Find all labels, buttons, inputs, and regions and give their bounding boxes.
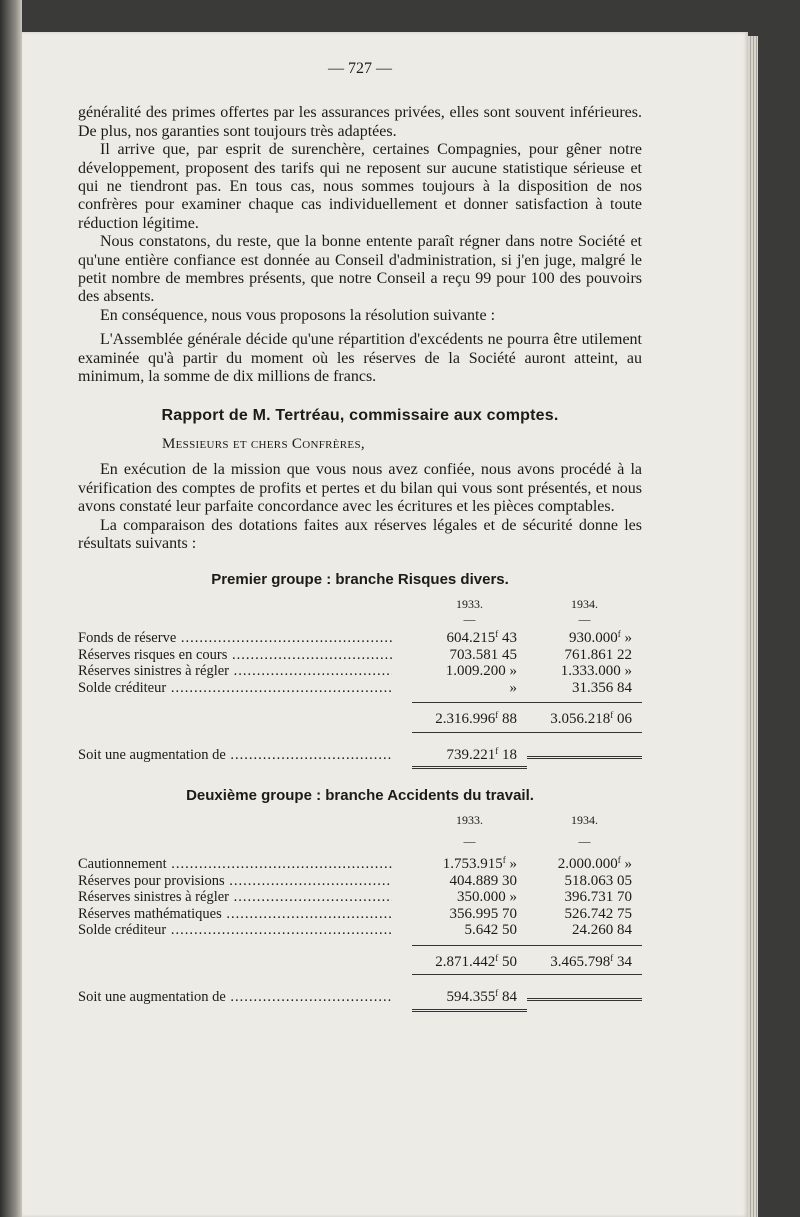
augmentation-row (78, 743, 642, 770)
table-row (78, 647, 642, 664)
franc-marker: f (502, 855, 506, 866)
dash-1933: — (463, 834, 476, 849)
row-label: Réserves pour provisions ..... (78, 873, 392, 890)
paragraph-consequence: En conséquence, nous vous proposons la résolution suivante : (100, 306, 496, 324)
year-1933: 1933. (456, 812, 483, 827)
report-salutation (78, 435, 642, 453)
total-1934: 3.056.218$^f$ 06 (527, 702, 642, 733)
totals-row (78, 945, 642, 976)
paragraph-bonne-entente: Nous constatons, du reste, que la bonne entente paraît régner dans notre Société et qu'une entière confiance est donnée au Conseil d'administration, si j'en juge, malgré le petit nombre de membres présents, que notre Conseil a reçu 99 pour 100 des pouvoirs des absents. (78, 233, 642, 306)
year-1933: 1933. (456, 596, 483, 611)
value-1933: 1.009.200 » (445, 663, 517, 680)
book-gutter (0, 0, 22, 1217)
value-1933: 350.000 » (457, 889, 517, 906)
row-label: Solde créditeur ..... (78, 680, 392, 697)
year-dashes (78, 836, 642, 848)
table-row (78, 626, 642, 647)
dash-1933: — (463, 612, 476, 627)
value-1934: 1.333.000 » (560, 663, 632, 680)
table-row (78, 922, 642, 939)
value-1934: 518.063 05 (564, 872, 632, 889)
franc-marker: f (495, 629, 499, 640)
page-number: — 727 — (328, 60, 392, 77)
augmentation-row (78, 985, 642, 1012)
value-1934: 2.000.000$^f$ » (557, 855, 632, 873)
franc-marker: f (610, 710, 614, 721)
page-content (78, 60, 642, 1012)
value-1934: 930.000$^f$ » (569, 629, 632, 647)
franc-marker: f (610, 952, 614, 963)
report-paragraph-execution: En exécution de la mission que vous nous avez confiée, nous avons procédé à la vérification des comptes de profits et pertes et du bilan qui vous sont présentés, et nous avons constaté leur parfaite concordance avec les écritures et les pièces comptables. (78, 461, 642, 516)
table-row (78, 873, 642, 890)
value-1933: 356.995 70 (449, 905, 517, 922)
report-paragraph-comparaison: La comparaison des dotations faites aux réserves légales et de sécurité donne les résultats suivants : (78, 516, 642, 552)
augmentation-label: Soit une augmentation de ..... (78, 747, 392, 764)
paragraph-continuation: généralité des primes offertes par les assurances privées, elles sont souvent inférieures. De plus, nos garanties sont toujours très adaptées. (78, 104, 642, 140)
total-1934: 3.465.798$^f$ 34 (527, 945, 642, 976)
report-title: Rapport de M. Tertréau, commissaire aux comptes. (161, 406, 559, 424)
dash-1934: — (578, 834, 591, 849)
financial-table-premier-groupe (78, 596, 642, 770)
augmentation-value: 594.355$^f$ 84 (412, 985, 527, 1012)
dash-1934: — (578, 612, 591, 627)
table-year-header (78, 596, 642, 613)
franc-marker: f (617, 855, 621, 866)
row-label: Solde créditeur ..... (78, 922, 392, 939)
table-row (78, 906, 642, 923)
row-label: Réserves sinistres à régler ..... (78, 889, 392, 906)
year-dashes (78, 614, 642, 626)
value-1934: 396.731 70 (564, 889, 632, 906)
augmentation-label: Soit une augmentation de ..... (78, 989, 392, 1006)
table-year-header (78, 812, 642, 829)
year-1934: 1934. (571, 812, 598, 827)
value-1933: 1.753.915$^f$ » (442, 855, 517, 873)
table-row (78, 680, 642, 697)
table-row (78, 889, 642, 906)
franc-marker: f (495, 988, 499, 999)
total-1933: 2.316.996$^f$ 88 (412, 702, 527, 733)
franc-marker: f (495, 710, 499, 721)
row-label: Cautionnement ..... (78, 856, 392, 873)
total-1933: 2.871.442$^f$ 50 (412, 945, 527, 976)
year-1934: 1934. (571, 596, 598, 611)
paragraph-surenchere: Il arrive que, par esprit de surenchère, certaines Compagnies, pour gêner notre développement, proposent des tarifs qui ne reposent sur aucune statistique sérieuse et qui ne tiendront pas. En tous cas, nous sommes toujours à la disposition de nos confrères pour examiner chaque cas individuellement et donner satisfaction à toute réduction légitime. (78, 141, 642, 232)
value-1934: 31.356 84 (572, 679, 632, 696)
table-title-premier-groupe: Premier groupe : branche Risques divers. (211, 571, 509, 589)
table-row (78, 663, 642, 680)
franc-marker: f (495, 745, 499, 756)
value-1933: 703.581 45 (449, 646, 517, 663)
value-1933: 5.642 50 (464, 922, 517, 939)
page-stack-edges (748, 36, 758, 1217)
value-1933: 604.215$^f$ 43 (446, 629, 517, 647)
value-1933: 404.889 30 (449, 872, 517, 889)
row-label: Réserves risques en cours ..... (78, 647, 392, 664)
row-label: Fonds de réserve ..... (78, 630, 392, 647)
value-1934: 526.742 75 (564, 905, 632, 922)
augmentation-value: 739.221$^f$ 18 (412, 743, 527, 770)
value-1934: 24.260 84 (572, 922, 632, 939)
row-label: Réserves mathématiques ..... (78, 906, 392, 923)
resolution-text: L'Assemblée générale décide qu'une répartition d'excédents ne pourra être utilement examinée qu'à partir du moment où les réserves de la Société auront atteint, au minimum, la somme de dix millions de francs. (78, 331, 642, 386)
value-1934: 761.861 22 (564, 646, 632, 663)
augmentation-empty-cell (527, 753, 642, 759)
financial-table-deuxieme-groupe (78, 812, 642, 1012)
value-1933: » (509, 679, 517, 696)
salutation-text: Messieurs et chers Confrères, (162, 435, 365, 452)
augmentation-empty-cell (527, 995, 642, 1001)
franc-marker: f (617, 629, 621, 640)
row-label: Réserves sinistres à régler ..... (78, 663, 392, 680)
table-title-deuxieme-groupe: Deuxième groupe : branche Accidents du travail. (186, 787, 534, 805)
table-row (78, 852, 642, 873)
franc-marker: f (495, 952, 499, 963)
totals-row (78, 702, 642, 733)
